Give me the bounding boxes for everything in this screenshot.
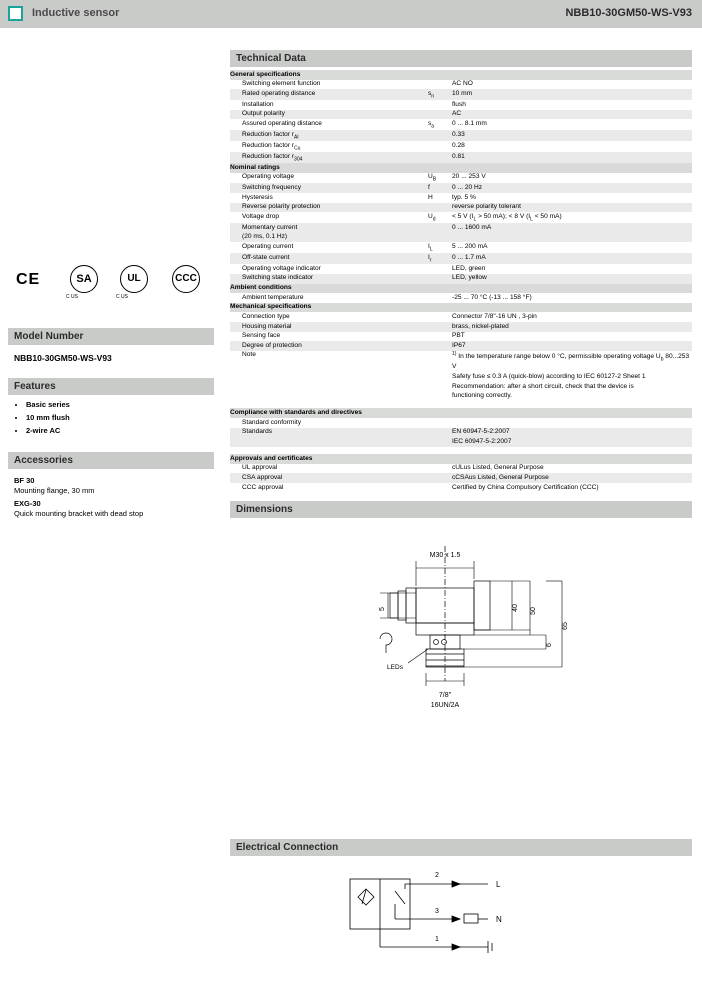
row-value: LED, yellow <box>452 274 692 284</box>
row-label: Operating voltage <box>242 173 295 181</box>
table-row <box>230 253 692 264</box>
csa-mark-label: SA <box>76 273 92 285</box>
page-title: Inductive sensor <box>32 7 120 19</box>
row-value: flush <box>452 100 466 108</box>
row-symbol <box>428 233 452 243</box>
group-title: Mechanical specifications <box>230 303 692 313</box>
row-label: Output polarity <box>230 110 428 120</box>
row-symbol: $U_B$ <box>428 173 437 183</box>
row-symbol: $U_d$ <box>428 212 436 223</box>
row-symbol <box>428 274 452 284</box>
row-label <box>230 437 428 447</box>
row-value: 0 ... 20 Hz <box>452 183 692 193</box>
electrical-connection-diagram <box>230 859 692 969</box>
row-label: Reduction factor $r_{Cu}$ <box>242 141 301 152</box>
row-symbol <box>428 483 452 493</box>
row-symbol <box>428 293 452 303</box>
row-label: Rated operating distance <box>230 89 428 100</box>
table-row <box>230 322 692 332</box>
row-symbol <box>428 464 452 474</box>
dim-label-conn2: 16UN/2A <box>430 701 460 709</box>
row-label: (20 ms, 0.1 Hz) <box>230 233 428 243</box>
row-symbol <box>428 152 452 163</box>
brand-square-icon <box>8 6 23 21</box>
row-label: Hysteresis <box>242 193 273 201</box>
row-symbol <box>428 130 452 141</box>
row-label: Reduction factor $r_{304}$ <box>230 152 428 163</box>
row-value: functioning correctly. <box>452 392 512 400</box>
table-row <box>230 223 692 233</box>
list-item: • Basic series <box>26 400 210 409</box>
row-value: 5 ... 200 mA <box>452 243 488 251</box>
group-title: Approvals and certificates <box>230 454 692 464</box>
table-group-row <box>230 303 692 313</box>
row-label: Ambient temperature <box>242 293 304 301</box>
row-value: 20 ... 253 V <box>452 173 486 181</box>
accessory-desc: Quick mounting bracket with dead stop <box>14 509 144 518</box>
row-label: Installation <box>242 100 274 108</box>
group-title: Nominal ratings <box>230 163 692 173</box>
row-symbol <box>428 203 452 213</box>
section-accessories-title: Accessories <box>14 455 73 466</box>
row-label: Voltage drop <box>242 212 280 220</box>
table-row <box>230 212 692 223</box>
row-label: Standard conformity <box>242 418 302 426</box>
ul-mark-sub: C US <box>116 294 128 300</box>
row-label: Sensing face <box>242 332 281 340</box>
table-row <box>230 332 692 342</box>
table-row <box>230 80 692 90</box>
row-symbol <box>428 223 452 233</box>
section-model-number-title: Model Number <box>14 331 84 342</box>
accessory-name: BF 30 <box>14 476 35 485</box>
row-label: CSA approval <box>230 473 428 483</box>
table-row <box>230 483 692 493</box>
row-value: IEC 60947-5-2:2007 <box>452 437 692 447</box>
row-value <box>452 418 692 428</box>
accessory-name: EXG-30 <box>14 499 41 508</box>
table-row <box>230 473 692 483</box>
table-row <box>230 464 692 474</box>
table-row <box>230 233 692 243</box>
ul-mark-label: UL <box>127 273 141 284</box>
table-row <box>230 89 692 100</box>
table-row <box>230 312 692 322</box>
row-symbol <box>428 332 452 342</box>
row-symbol <box>428 382 452 392</box>
row-label <box>230 382 428 392</box>
table-row <box>230 372 692 382</box>
row-value: cULus Listed, General Purpose <box>452 464 544 472</box>
table-row <box>230 183 692 193</box>
row-label: Connection type <box>242 312 290 320</box>
csa-mark-sub: C US <box>66 294 78 300</box>
row-label: Momentary current <box>230 223 428 233</box>
table-group-row <box>230 70 692 80</box>
table-row <box>230 203 692 213</box>
section-technical-data-title: Technical Data <box>236 53 306 64</box>
row-symbol: f <box>428 183 452 193</box>
table-row <box>230 382 692 392</box>
row-value: brass, nickel-plated <box>452 322 692 332</box>
row-value <box>452 233 692 243</box>
table-row <box>230 130 692 141</box>
row-label: Switching frequency <box>230 183 428 193</box>
row-label: Operating voltage indicator <box>242 264 321 272</box>
section-model-number-header <box>8 328 214 345</box>
dimension-drawing <box>230 521 692 841</box>
table-row <box>230 274 692 284</box>
section-accessories-header <box>8 452 214 469</box>
row-value: 0 ... 1600 mA <box>452 223 692 233</box>
list-item: • 2-wire AC <box>26 426 210 435</box>
left-column <box>0 28 222 988</box>
row-symbol <box>428 264 452 274</box>
table-row <box>230 173 692 184</box>
row-value: typ. 5 % <box>452 193 476 201</box>
table-row <box>230 110 692 120</box>
row-value: Certified by China Compulsory Certification (CCC) <box>452 483 599 491</box>
row-label: UL approval <box>242 464 278 472</box>
right-column <box>230 50 692 969</box>
row-symbol <box>428 322 452 332</box>
row-value: 0 ... 8.1 mm <box>452 119 487 127</box>
table-row <box>230 119 692 130</box>
table-row <box>230 392 692 402</box>
row-label: Standards <box>230 428 428 438</box>
row-symbol <box>428 392 452 402</box>
section-dimensions-header <box>230 501 692 518</box>
row-symbol <box>428 372 452 382</box>
row-value: PBT <box>452 332 465 340</box>
row-label: Switching element function <box>242 80 321 88</box>
page-model-number: NBB10-30GM50-WS-V93 <box>565 7 692 19</box>
features-list <box>14 400 210 439</box>
terminal-label-n: N <box>496 914 502 924</box>
group-title: General specifications <box>230 70 692 80</box>
row-value: 10 mm <box>452 89 692 100</box>
row-value: -25 ... 70 °C (-13 ... 158 °F) <box>452 293 532 301</box>
row-label: Reduction factor $r_{Al}$ <box>230 130 428 141</box>
row-value: Recommendation: after a short circuit, check that the device is <box>452 382 634 390</box>
row-label: Reverse polarity protection <box>230 203 428 213</box>
row-label: Switching state indicator <box>230 274 428 284</box>
row-symbol: $s_a$ <box>428 119 435 130</box>
section-dimensions-title: Dimensions <box>236 503 293 515</box>
row-value: LED, green <box>452 264 486 272</box>
dim-label-5: 5 <box>379 606 386 611</box>
row-label: Note <box>242 351 256 359</box>
pin-label-1: 1 <box>435 935 439 943</box>
model-number-value: NBB10-30GM50-WS-V93 <box>14 353 112 363</box>
row-value: EN 60947-5-2:2007 <box>452 428 692 438</box>
table-group-row <box>230 163 692 173</box>
table-row <box>230 264 692 274</box>
table-row <box>230 351 692 373</box>
ul-mark-icon <box>120 265 148 293</box>
row-label: Operating current <box>242 243 294 251</box>
dim-label-6: 6 <box>546 642 553 647</box>
row-label: Assured operating distance <box>242 119 322 127</box>
section-features-title: Features <box>14 381 56 392</box>
group-title: Compliance with standards and directives <box>230 408 692 418</box>
group-title: Ambient conditions <box>230 284 692 294</box>
row-value: AC NO <box>452 80 473 88</box>
table-row <box>230 152 692 163</box>
list-item: • 10 mm flush <box>26 413 210 422</box>
row-symbol <box>428 428 452 438</box>
technical-data-table <box>230 70 692 493</box>
approval-marks <box>0 253 222 313</box>
row-symbol <box>428 351 452 373</box>
row-label <box>230 372 428 382</box>
row-symbol: H <box>428 193 433 201</box>
row-symbol <box>428 312 452 322</box>
ccc-mark-icon <box>172 265 200 293</box>
row-value: cCSAus Listed, General Purpose <box>452 473 692 483</box>
section-electrical-connection-header <box>230 839 692 856</box>
table-group-row <box>230 454 692 464</box>
table-row <box>230 242 692 253</box>
row-label: Housing material <box>230 322 428 332</box>
table-row <box>230 100 692 110</box>
row-symbol <box>428 141 452 152</box>
table-row <box>230 193 692 203</box>
row-symbol <box>428 473 452 483</box>
row-symbol: $s_n$ <box>428 89 452 100</box>
row-value: AC <box>452 110 692 120</box>
row-label: CCC approval <box>242 483 284 491</box>
pin-label-3: 3 <box>435 907 439 915</box>
row-symbol: $I_L$ <box>428 243 433 253</box>
row-value: 0.33 <box>452 130 692 141</box>
row-label: Degree of protection <box>230 341 428 351</box>
table-row <box>230 293 692 303</box>
dim-label-65: 65 <box>562 621 569 630</box>
accessory-desc: Mounting flange, 30 mm <box>14 486 95 495</box>
row-value: IP67 <box>452 341 692 351</box>
table-row <box>230 141 692 152</box>
row-value: 0.81 <box>452 152 692 163</box>
section-features-header <box>8 378 214 395</box>
row-value: $^{1)}$ In the temperature range below 0 °C, permissible operating voltage $U_b$ 80...253 V <box>452 351 690 371</box>
table-row <box>230 437 692 447</box>
row-symbol <box>428 437 452 447</box>
row-symbol: $I_r$ <box>428 253 452 264</box>
csa-mark-icon <box>70 265 98 293</box>
pin-label-2: 2 <box>435 871 439 879</box>
row-value: Safety fuse ≤ 0.3 A (quick-blow) according to IEC 60127-2 Sheet 1 <box>452 373 646 380</box>
row-symbol <box>428 100 452 110</box>
dim-label-leds: LEDs <box>387 663 403 671</box>
table-row <box>230 428 692 438</box>
row-symbol <box>428 418 452 428</box>
section-technical-data-header <box>230 50 692 67</box>
table-row <box>230 341 692 351</box>
row-label: Off-state current <box>230 253 428 264</box>
row-value: reverse polarity tolerant <box>452 203 692 213</box>
table-row <box>230 418 692 428</box>
row-value: < 5 V ($I_L > 50$ mA); < 8 V ($I_L < 50$ mA) <box>452 212 562 223</box>
ccc-mark-label: CCC <box>175 273 197 284</box>
row-value: 0.28 <box>452 141 465 149</box>
dim-label-50: 50 <box>530 606 537 615</box>
row-value: Connector 7/8"-16 UN , 3-pin <box>452 312 537 320</box>
ce-mark-icon: CE <box>16 271 41 288</box>
dim-label-conn1: 7/8" <box>438 691 452 699</box>
dim-label-thread: M30 x 1.5 <box>429 551 461 559</box>
section-electrical-connection-title: Electrical Connection <box>236 841 339 853</box>
row-symbol <box>428 110 452 120</box>
table-group-row <box>230 408 692 418</box>
row-value: 0 ... 1.7 mA <box>452 253 692 264</box>
page-header <box>0 0 702 28</box>
dim-label-40: 40 <box>512 603 519 612</box>
row-symbol <box>428 80 452 90</box>
terminal-label-l: L <box>496 879 501 889</box>
table-group-row <box>230 284 692 294</box>
row-symbol <box>428 341 452 351</box>
row-label <box>230 392 428 402</box>
